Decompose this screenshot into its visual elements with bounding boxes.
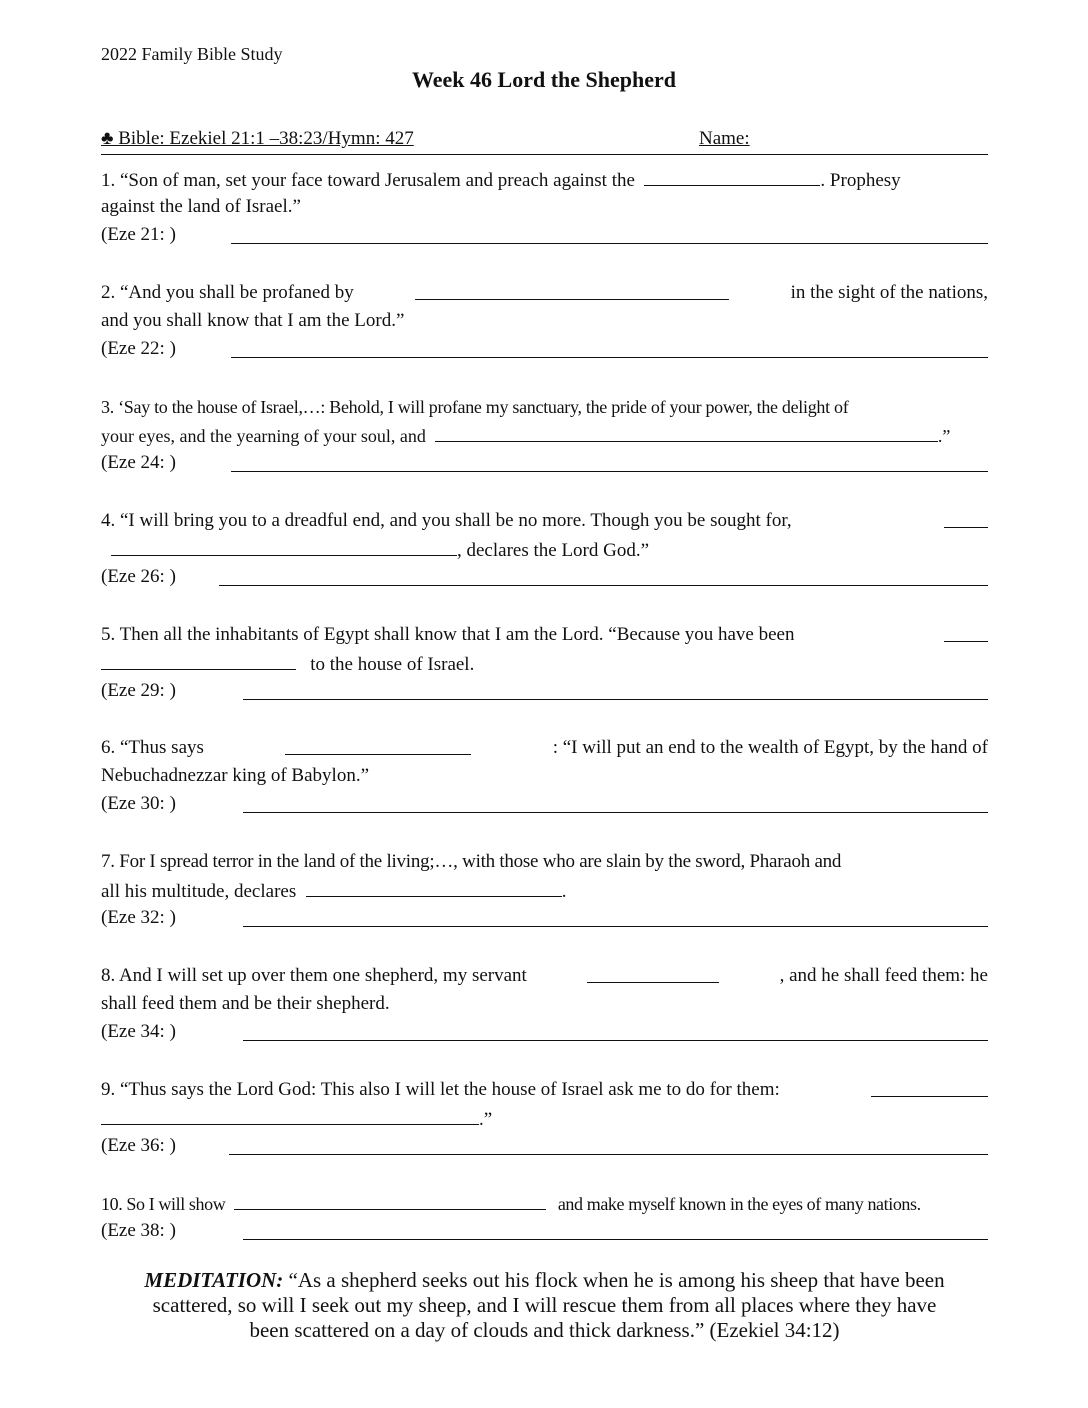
answer-blank[interactable] bbox=[435, 421, 938, 442]
verse-reference: (Eze 36: ) bbox=[101, 1135, 176, 1156]
question-text: your eyes, and the yearning of your soul, and bbox=[101, 426, 426, 446]
verse-reference: (Eze 29: ) bbox=[101, 680, 176, 701]
meditation-text: been scattered on a day of clouds and thick darkness.” (Ezekiel 34:12) bbox=[249, 1318, 840, 1342]
question-text: 10. So I will show bbox=[101, 1194, 226, 1214]
meta-line bbox=[101, 128, 988, 155]
question-text: 3. ‘Say to the house of Israel,…: Behold, I will profane my sanctuary, the pride of your power, the delight of bbox=[101, 397, 849, 417]
answer-blank[interactable] bbox=[285, 734, 471, 755]
answer-blank[interactable] bbox=[944, 621, 988, 642]
answer-blank[interactable] bbox=[587, 962, 719, 983]
meditation-text: “As a shepherd seeks out his flock when he is among his sheep that have been bbox=[288, 1268, 945, 1292]
verse-reference: (Eze 34: ) bbox=[101, 1021, 176, 1042]
question-3: 3. ‘Say to the house of Israel,…: Behold, I will profane my sanctuary, the pride of your power, the delight of your eyes, and the yearning of your soul, and .” (Eze 24: ) bbox=[101, 393, 988, 477]
meditation-text: scattered, so will I seek out my sheep, and I will rescue them from all places where they have bbox=[152, 1293, 937, 1317]
page-title: Week 46 Lord the Shepherd bbox=[411, 67, 677, 92]
verse-reference: (Eze 24: ) bbox=[101, 452, 176, 473]
reference-answer-line[interactable] bbox=[231, 243, 988, 244]
question-text: and you shall know that I am the Lord.” bbox=[101, 310, 405, 331]
question-5 bbox=[101, 621, 988, 705]
answer-blank[interactable] bbox=[111, 535, 457, 556]
name-label: Name: bbox=[699, 128, 750, 149]
question-text: , declares the Lord God.” bbox=[457, 540, 650, 561]
verse-reference: (Eze 21: ) bbox=[101, 224, 176, 245]
question-text: against the land of Israel.” bbox=[101, 196, 301, 217]
question-1 bbox=[101, 165, 988, 249]
question-text: Nebuchadnezzar king of Babylon.” bbox=[101, 765, 370, 786]
question-6 bbox=[101, 734, 988, 818]
question-9: 9. “Thus says the Lord God: This also I will let the house of Israel ask me to do for them: .” (Eze 36: ) bbox=[101, 1076, 988, 1160]
question-text: in the sight of the nations, bbox=[790, 282, 988, 303]
question-text: 6. “Thus says bbox=[101, 737, 204, 758]
question-text: 7. For I spread terror in the land of the living;…, with those who are slain by the sword, Pharaoh and bbox=[101, 851, 842, 872]
meditation bbox=[101, 1268, 988, 1343]
verse-reference: (Eze 30: ) bbox=[101, 793, 176, 814]
reference-answer-line[interactable] bbox=[219, 585, 988, 586]
question-text: to the house of Israel. bbox=[310, 654, 475, 675]
bible-reference: ♣ Bible: Ezekiel 21:1 –38:23/Hymn: 427 bbox=[101, 128, 414, 149]
question-text: 5. Then all the inhabitants of Egypt shall know that I am the Lord. “Because you have been bbox=[101, 624, 795, 645]
question-8 bbox=[101, 962, 988, 1046]
series-header: 2022 Family Bible Study bbox=[101, 44, 283, 64]
question-text: 4. “I will bring you to a dreadful end, and you shall be no more. Though you be sought for, bbox=[101, 510, 792, 531]
answer-blank[interactable] bbox=[871, 1076, 988, 1097]
reference-answer-line[interactable] bbox=[243, 1239, 988, 1240]
reference-answer-line[interactable] bbox=[229, 1154, 988, 1155]
question-text: 8. And I will set up over them one shepherd, my servant bbox=[101, 965, 527, 986]
question-2 bbox=[101, 279, 988, 363]
answer-blank[interactable] bbox=[234, 1189, 546, 1210]
answer-blank[interactable] bbox=[101, 649, 296, 670]
question-text: , and he shall feed them: he bbox=[779, 965, 988, 986]
answer-blank[interactable] bbox=[306, 876, 562, 897]
answer-blank[interactable] bbox=[944, 507, 988, 528]
reference-answer-line[interactable] bbox=[243, 812, 988, 813]
reference-answer-line[interactable] bbox=[243, 699, 988, 700]
reference-answer-line[interactable] bbox=[231, 357, 988, 358]
verse-reference: (Eze 38: ) bbox=[101, 1220, 176, 1241]
question-7: 7. For I spread terror in the land of the living;…, with those who are slain by the sword, Pharaoh and all his multitude, declares . (Eze 32: ) bbox=[101, 848, 988, 932]
answer-blank[interactable] bbox=[415, 279, 729, 300]
question-text: 1. “Son of man, set your face toward Jerusalem and preach against the . Prophesy bbox=[101, 165, 901, 193]
question-10 bbox=[101, 1189, 988, 1245]
question-text: 9. “Thus says the Lord God: This also I will let the house of Israel ask me to do for them: bbox=[101, 1079, 780, 1100]
question-text: and make myself known in the eyes of many nations. bbox=[557, 1194, 921, 1214]
question-text: shall feed them and be their shepherd. bbox=[101, 993, 390, 1014]
verse-reference: (Eze 26: ) bbox=[101, 566, 176, 587]
reference-answer-line[interactable] bbox=[243, 926, 988, 927]
reference-answer-line[interactable] bbox=[243, 1040, 988, 1041]
question-4 bbox=[101, 507, 988, 591]
question-text: : “I will put an end to the wealth of Egypt, by the hand of bbox=[552, 737, 988, 758]
reference-answer-line[interactable] bbox=[231, 471, 988, 472]
verse-reference: (Eze 32: ) bbox=[101, 907, 176, 928]
meditation-label: MEDITATION: bbox=[144, 1268, 284, 1292]
answer-blank[interactable] bbox=[644, 165, 820, 186]
verse-reference: (Eze 22: ) bbox=[101, 338, 176, 359]
answer-blank[interactable] bbox=[101, 1104, 479, 1125]
question-text: 2. “And you shall be profaned by bbox=[101, 282, 354, 303]
question-text: all his multitude, declares bbox=[101, 881, 297, 902]
